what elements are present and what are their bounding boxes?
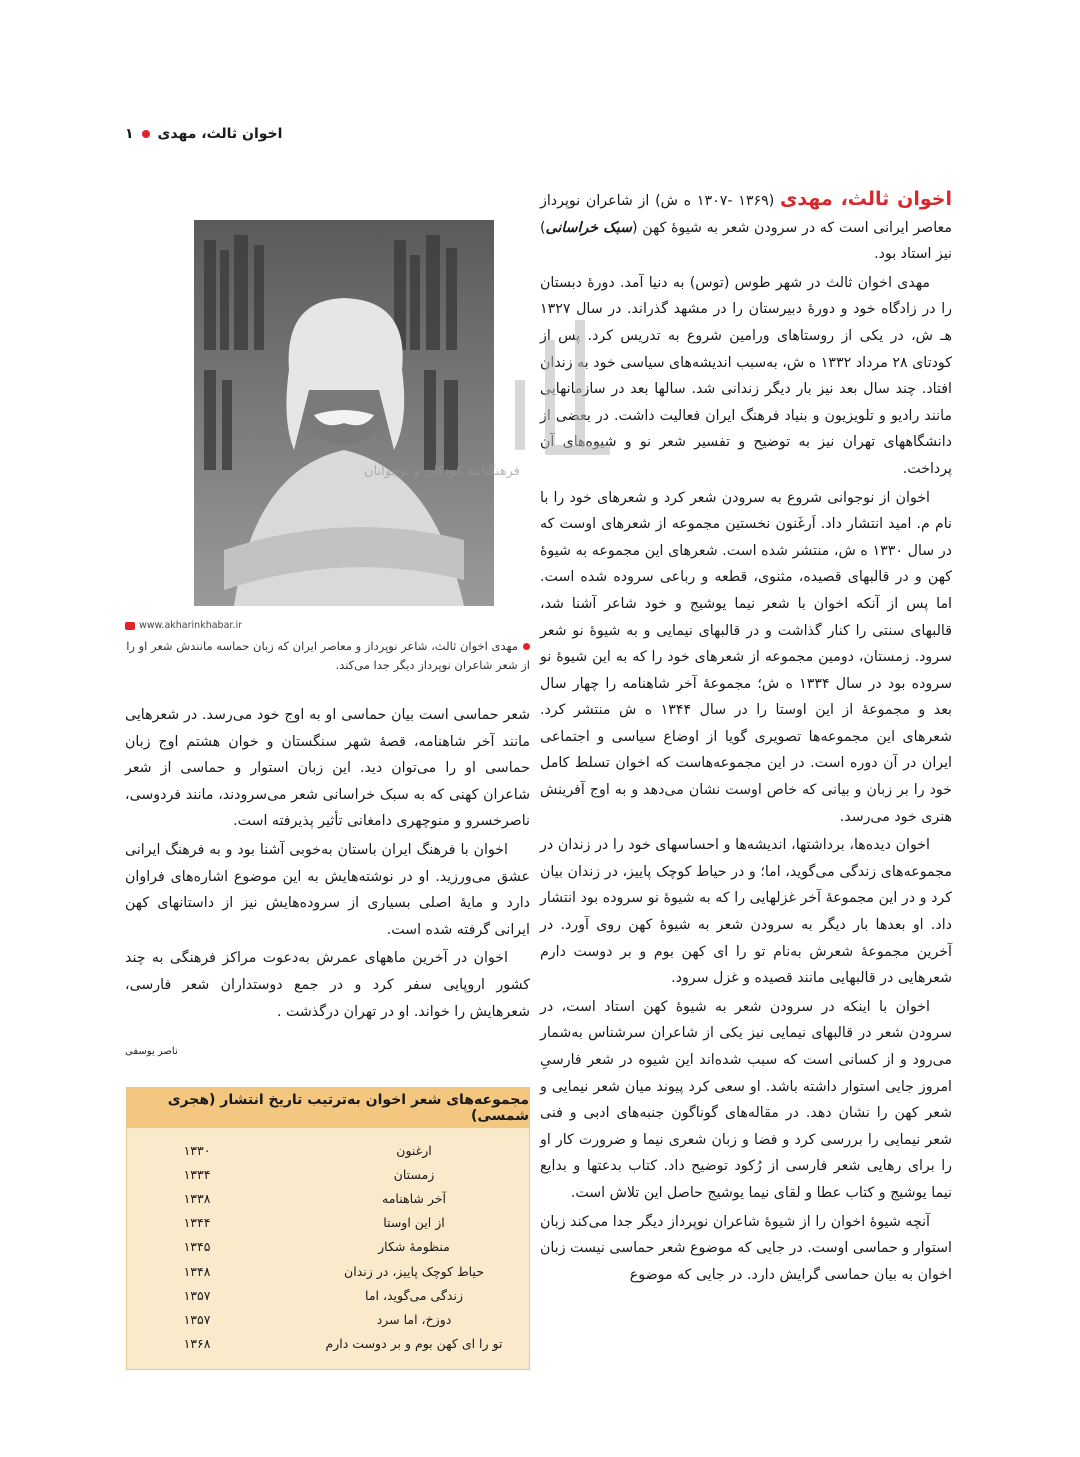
entry-dates: (۱۳۶۹ -۱۳۰۷ ه ش) xyxy=(655,193,775,209)
table-row xyxy=(127,1162,529,1186)
table-row xyxy=(127,1235,529,1259)
table-row xyxy=(127,1259,529,1283)
collection-year: ۱۳۴۴ xyxy=(183,1215,211,1231)
intro-end: ) نیز استاد بود. xyxy=(540,219,952,263)
collection-name: ارغنون xyxy=(396,1142,432,1158)
header-dot-icon xyxy=(142,130,150,138)
bio-paragraph-4: اخوان با اینکه در سرودن شعر به شیوهٔ کهن استاد است، در سرودن شعر در قالبهای نیمایی نیز یکی از شاعران سرشناس به‌شمار می‌رود و از کسانی است که سبب شده‌اند این شیوه در شعر فارسیِ امروز جایی استوار داشته باشد. او سعی کرد پیوند میان شعر نیمایی و شعر کهن را نشان دهد. در مقاله‌های گوناگون جنبه‌های ادبی و فنی شعر نیمایی را بررسی کرد و فضا و زبان شعری نیما و ضرورت کار او را برای رهایی شعر فارسی از رُکود توضیح داد. کتاب بدعتها و بدایع نیما یوشیج و کتاب عطا و لقای نیما یوشیج حاصل این تلاش است. xyxy=(540,998,952,1201)
collection-year: ۱۳۴۸ xyxy=(183,1263,211,1279)
collection-year: ۱۳۴۵ xyxy=(183,1239,211,1255)
left-paragraph-2: اخوان با فرهنگ ایران باستان به‌خوبی آشنا بود و به فرهنگ ایرانی عشق می‌ورزید. او در نوشته‌هایش به این موضوع اشاره‌های فراوان دارد و مایهٔ اصلی بسیاری از سروده‌هایش نیز از داستانهای کهن ایرانی گرفته شده است. xyxy=(125,841,530,938)
collection-name: دوزخ، اما سرد xyxy=(376,1311,452,1327)
right-column xyxy=(540,186,952,1290)
bio-paragraph-1: مهدی اخوان ثالث در شهر طوس (توس) به دنیا آمد. دورهٔ دبستان را در زادگاه خود و دورهٔ دبیرستان را در مشهد گذراند. در سال ۱۳۲۷ هـ ش، در یکی از روستاهای ورامین شروع به تدریس کرد. پس از کودتای ۲۸ مرداد ۱۳۳۲ ه ش، به‌سبب اندیشه‌های سیاسی خود به زندان افتاد. چند سال بعد نیز بار دیگر زندانی شد. سالها بعد در سازمانهایی مانند رادیو و تلویزیون و بنیاد فرهنگ ایران فعالیت داشت. در بعضی از دانشگاههای تهران نیز به توضیح و تفسیر شعر نو و شیوه‌های آن پرداخت. xyxy=(540,274,952,477)
bio-paragraph-2: اخوان از نوجوانی شروع به سرودن شعر کرد و شعرهای خود را با نام م. امید انتشار داد. اَرغَنون نخستین مجموعه از شعرهای اوست که در سال ۱۳۳۰ ه ش، منتشر شده است. شعرهای این مجموعه به شیوهٔ کهن و در قالبهای قصیده، مثنوی، قطعه و رباعی سروده شده است. اما پس از آنکه اخوان با شعر نیما یوشیج و خود شاعر آشنا شد، قالبهای سنتی را کنار گذاشت و در قالبهای نیمایی و به شیوهٔ نو شعر سرود. زمستان، دومین مجموعه از شعرهای خود را که به این شیوهٔ نو سروده بود در سال ۱۳۳۴ ه ش؛ مجموعهٔ آخر شاهنامه را چهار سال بعد و مجموعهٔ از این اوستا را در سال ۱۳۴۴ ه ش منتشر کرد. شعرهای این مجموعه‌ها تصویری گویا از اوضاع سیاسی و اجتماعی ایران در آن دوره است. در این مجموعه‌هاست که اخوان تسلط کامل خود را بر زبان و بیانی که خاص اوست نشان می‌دهد و به اوج آفرینش هنری خود می‌رسد. xyxy=(540,489,952,825)
photo-source-url: www.akharinkhabar.ir xyxy=(139,620,242,631)
entry-title: اخوان ثالث، مهدی xyxy=(780,188,952,210)
collection-year: ۱۳۵۷ xyxy=(183,1287,211,1303)
collection-name: آخر شاهنامه xyxy=(382,1190,446,1206)
caption-text: مهدی اخوان ثالث، شاعر نوپرداز و معاصر ایران که زبان حماسه مانندش شعر او را از شعر شاعران نوپرداز دیگر جدا می‌کند. xyxy=(126,639,530,672)
header-label: اخوان ثالث، مهدی xyxy=(157,126,283,142)
page-number: ۱ xyxy=(125,126,134,142)
table-row xyxy=(127,1138,529,1162)
camera-icon xyxy=(125,622,135,630)
collection-year: ۱۳۳۴ xyxy=(183,1166,211,1182)
collection-year: ۱۳۵۷ xyxy=(183,1311,211,1327)
left-column xyxy=(125,702,530,1027)
collection-name: زمستان xyxy=(393,1166,435,1182)
intro-text: از شاعران نوپرداز معاصر ایرانی است که در سرودن شعر به شیوهٔ کهن ( xyxy=(540,193,952,236)
bio-paragraph-3: اخوان دیده‌ها، برداشتها، اندیشه‌ها و احساسهای خود را در زندان در مجموعه‌های زندگی می‌گوید، اما؛ و در حیاط کوچک پاییز، در زندان بیان کرد و در این مجموعهٔ آخر غزلهایی را که به شیوهٔ نو سروده بود انتشار داد. او بعدها بار دیگر به سرودن شعر به شیوهٔ کهن روی آورد. در آخرین مجموعهٔ شعرش به‌نام تو را ای کهن بوم و بر دوست دارم شعرهایی در قالبهایی مانند قصیده و غزل سرود. xyxy=(540,837,952,987)
running-header xyxy=(125,126,282,142)
left-paragraph-3: اخوان در آخرین ماههای عمرش به‌دعوت مراکز فرهنگی به چند کشور اروپایی سفر کرد و در جمع دوستداران شعر فارسی، شعرهایش را خواند. او در تهران درگذشت . xyxy=(125,950,530,1020)
collection-name: منظومهٔ شکار xyxy=(378,1239,450,1255)
intro-bold: سبک خراسانی xyxy=(545,219,633,236)
author-name: ناصر یوسفی xyxy=(125,1046,178,1057)
collection-name: حیاط کوچک پاییز، در زندان xyxy=(344,1263,484,1279)
bio-paragraph-5: آنچه شیوهٔ اخوان را از شیوهٔ شاعران نوپرداز دیگر جدا می‌کند زبان استوار و حماسی اوست. در جایی که موضوع شعر حماسی نیست زبان اخوان به بیان حماسی گرایش دارد. در جایی که موضوع xyxy=(540,1213,952,1283)
collection-year: ۱۳۶۸ xyxy=(183,1336,211,1352)
caption-bullet-icon xyxy=(523,643,530,650)
watermark-text: فرهنگنامهٔ کودکان و نوجوانان xyxy=(363,464,520,479)
table-row xyxy=(127,1186,529,1210)
left-paragraph-1: شعر حماسی است بیان حماسی او به اوج خود می‌رسد. در شعرهایی مانند آخر شاهنامه، قصهٔ شهر سنگستان و خوان هشتم اوج زبان حماسی او را می‌توان دید. این زبان استوار و حماسی از شعر شاعران کهنی که به سبک خراسانی شعر می‌سرودند، مانند فردوسی، ناصرخسرو و منوچهری دامغانی تأثیر پذیرفته است. xyxy=(125,707,530,830)
collection-year: ۱۳۳۸ xyxy=(183,1190,211,1206)
intro-paragraph xyxy=(540,186,952,268)
portrait-photo xyxy=(194,220,494,606)
collection-name: زندگی می‌گوید، اما xyxy=(365,1287,463,1303)
collections-table xyxy=(126,1087,530,1370)
table-row xyxy=(127,1307,529,1331)
table-row xyxy=(127,1332,529,1356)
table-row xyxy=(127,1211,529,1235)
collection-year: ۱۳۳۰ xyxy=(183,1142,211,1158)
photo-source xyxy=(125,620,242,631)
table-row xyxy=(127,1283,529,1307)
table-title: مجموعه‌های شعر اخوان به‌ترتیب تاریخ انتشار (هجری شمسی) xyxy=(127,1088,529,1128)
table-body xyxy=(127,1138,529,1356)
collection-name: از این اوستا xyxy=(383,1215,445,1231)
portrait-illustration xyxy=(194,220,494,606)
collection-name: تو را ای کهن بوم و بر دوست دارم xyxy=(325,1336,503,1352)
photo-caption xyxy=(125,637,530,675)
